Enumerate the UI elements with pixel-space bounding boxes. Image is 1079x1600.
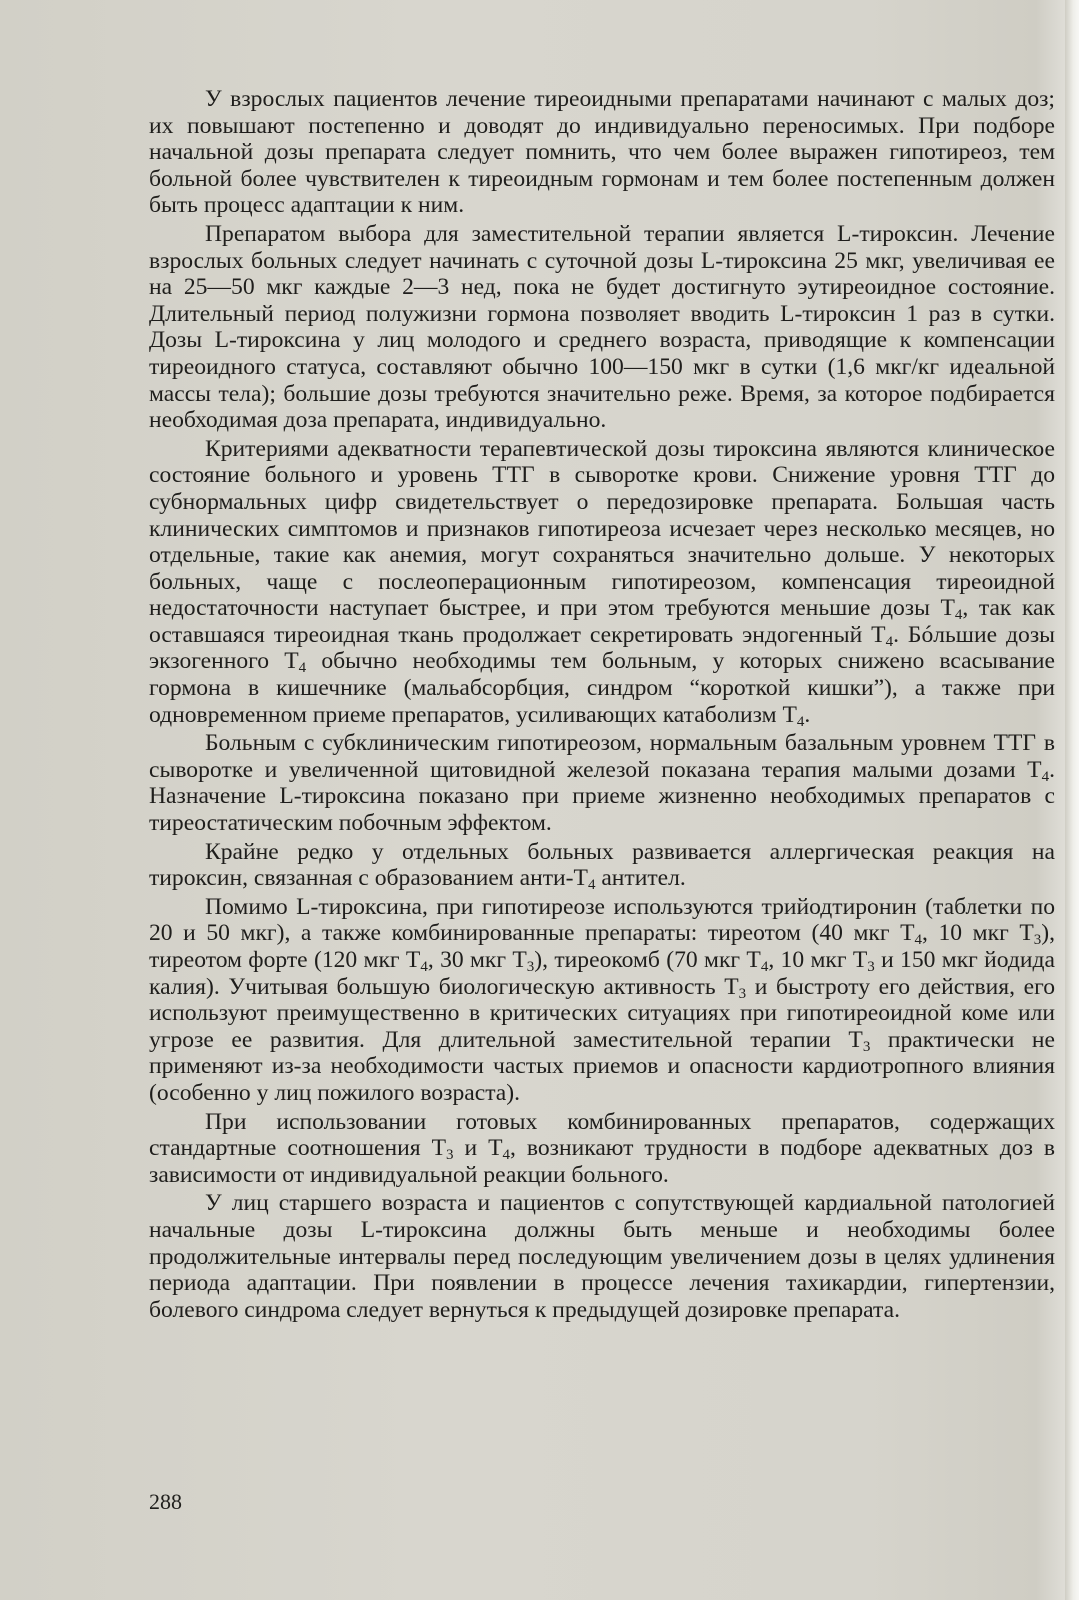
- subscript: 3: [526, 959, 535, 975]
- subscript: 4: [298, 660, 307, 677]
- text-run: Крайне редко у отдельных больных развивается аллергическая реакция на тироксин, связанная с образованием анти-Т: [149, 838, 1055, 892]
- text-run: Больным с субклиническим гипотиреозом, нормальным базальным уровнем ТТГ в сыворотке и увеличенной щитовидной железой показана терапия малыми дозами Т: [149, 730, 1055, 783]
- page-edge: [1065, 0, 1079, 1600]
- body-text: [149, 86, 1055, 1323]
- paragraph-4: [149, 730, 1055, 836]
- subscript: 4: [1041, 768, 1050, 785]
- subscript: 4: [420, 959, 428, 975]
- paragraph-8: [149, 1190, 1055, 1323]
- text-run: ), тиреокомб (70 мкг Т: [534, 947, 761, 973]
- subscript: 4: [760, 959, 769, 975]
- text-run: Критериями адекватности терапевтической дозы тироксина являются клиническое состояние больного и уровень ТТГ в сыворотке крови. Снижение уровня ТТГ до субнормальных цифр свидетельствует о передозировке препарата. Большая часть клинических симптомов и признаков гипотиреоза исчезает через несколько месяцев, но отдельные, такие как анемия, могут сохраняться значительно дольше. У некоторых больных, чаще с послеоперационным гипотиреозом, компенсация тиреоидной недостаточности наступает быстрее, и при этом требуются меньшие дозы Т: [149, 435, 1055, 622]
- subscript: 4: [502, 1147, 510, 1164]
- text-run: обычно необходимы тем больным, у которых снижено всасывание гормона в кишечнике (мальабсорбция, синдром “короткой кишки”), а также при одновременном приеме препаратов, усиливающих катаболизм Т: [149, 648, 1056, 728]
- page-number: 288: [149, 1489, 182, 1514]
- text-run: У лиц старшего возраста и пациентов с сопутствующей кардиальной патологией начальные дозы L-тироксина должны быть меньше и необходимы более продолжительные интервалы перед последующим увеличением дозы в целях удлинения периода адаптации. При появлении в процессе лечения тахикардии, гипертензии, болевого синдрома следует вернуться к предыдущей дозировке препарата.: [149, 1190, 1055, 1323]
- subscript: 4: [914, 932, 923, 949]
- subscript: 3: [446, 1147, 454, 1164]
- text-run: Препаратом выбора для заместительной терапии является L-тироксин. Лечение взрослых больных следует начинать с суточной дозы L-тироксина 25 мкг, увеличивая ее на 25—50 мкг каждые 2—3 нед, пока не будет достигнуто эутиреоидное состояние. Длительный период полужизни гормона позволяет вводить L-тироксин 1 раз в сутки. Дозы L-тироксина у лиц молодого и среднего возраста, приводящие к компенсации тиреоидного статуса, составляют обычно 100—150 мкг в сутки (1,6 мкг/кг идеальной массы тела); большие дозы требуются значительно реже. Время, за которое подбирается необходимая доза препарата, индивидуально.: [149, 220, 1055, 434]
- text-run: ), тиреотом форте (120 мкг Т: [149, 920, 1055, 973]
- text-run: Помимо L-тироксина, при гипотиреозе используются трийодтиронин (таблетки по 20 и 50 мкг), а также комбинированные препараты: тиреотом (40 мкг Т: [149, 893, 1055, 947]
- text-run: . Назначение L-тироксина показано при приеме жизненно необходимых препаратов с тиреостатическим побочным эффектом.: [149, 756, 1055, 837]
- subscript: 4: [587, 877, 596, 894]
- text-run: У взрослых пациентов лечение тиреоидными препаратами начинают с малых доз; их повышают постепенно и доводят до индивидуально переносимых. При подборе начальной дозы препарата следует помнить, что чем более выражен гипотиреоз, тем больной более чувствителен к тиреоидным гормонам и тем более постепенным должен быть процесс адаптации к ним.: [149, 86, 1055, 219]
- subscript: 4: [796, 713, 805, 730]
- text-run: , 30 мкг Т: [427, 947, 527, 973]
- text-run: и быстроту его действия, его используют преимущественно в критических ситуациях при гипотиреоидной коме или угрозе ее развития. Для длительной заместительной терапии Т: [149, 973, 1055, 1053]
- subscript: 3: [1033, 932, 1042, 949]
- subscript: 3: [867, 959, 875, 975]
- text-run: антител.: [595, 865, 686, 892]
- text-run: При использовании готовых комбинированных препаратов, содержащих стандартные соотношения Т: [149, 1108, 1055, 1162]
- text-run: , 10 мкг Т: [768, 947, 868, 973]
- paragraph-3: [149, 436, 1055, 729]
- text-run: .: [804, 701, 811, 728]
- text-run: , возникают трудности в подборе адекватных доз в зависимости от индивидуальной реакции больного.: [149, 1135, 1056, 1188]
- text-run: практически не применяют из-за необходимости частых приемов и опасности кардиотропного влияния (особенно у лиц пожилого возраста).: [149, 1026, 1055, 1106]
- paragraph-6: [149, 894, 1055, 1107]
- paragraph-7: [149, 1109, 1055, 1189]
- paragraph-2: [149, 221, 1055, 434]
- text-run: . Бóльшие дозы экзогенного Т: [149, 621, 1055, 675]
- subscript: 4: [885, 633, 894, 650]
- paragraph-5: [149, 839, 1055, 892]
- text-run: и 150 мкг йодида калия). Учитывая большую биологическую активность Т: [149, 947, 1056, 1000]
- text-run: , так как оставшаяся тиреоидная ткань продолжает секретировать эндогенный Т: [149, 595, 1055, 648]
- text-run: и Т: [453, 1135, 503, 1162]
- paragraph-1: [149, 86, 1055, 219]
- subscript: 3: [738, 985, 747, 1002]
- subscript: 4: [954, 607, 963, 624]
- text-run: , 10 мкг Т: [922, 920, 1034, 947]
- subscript: 3: [862, 1038, 871, 1055]
